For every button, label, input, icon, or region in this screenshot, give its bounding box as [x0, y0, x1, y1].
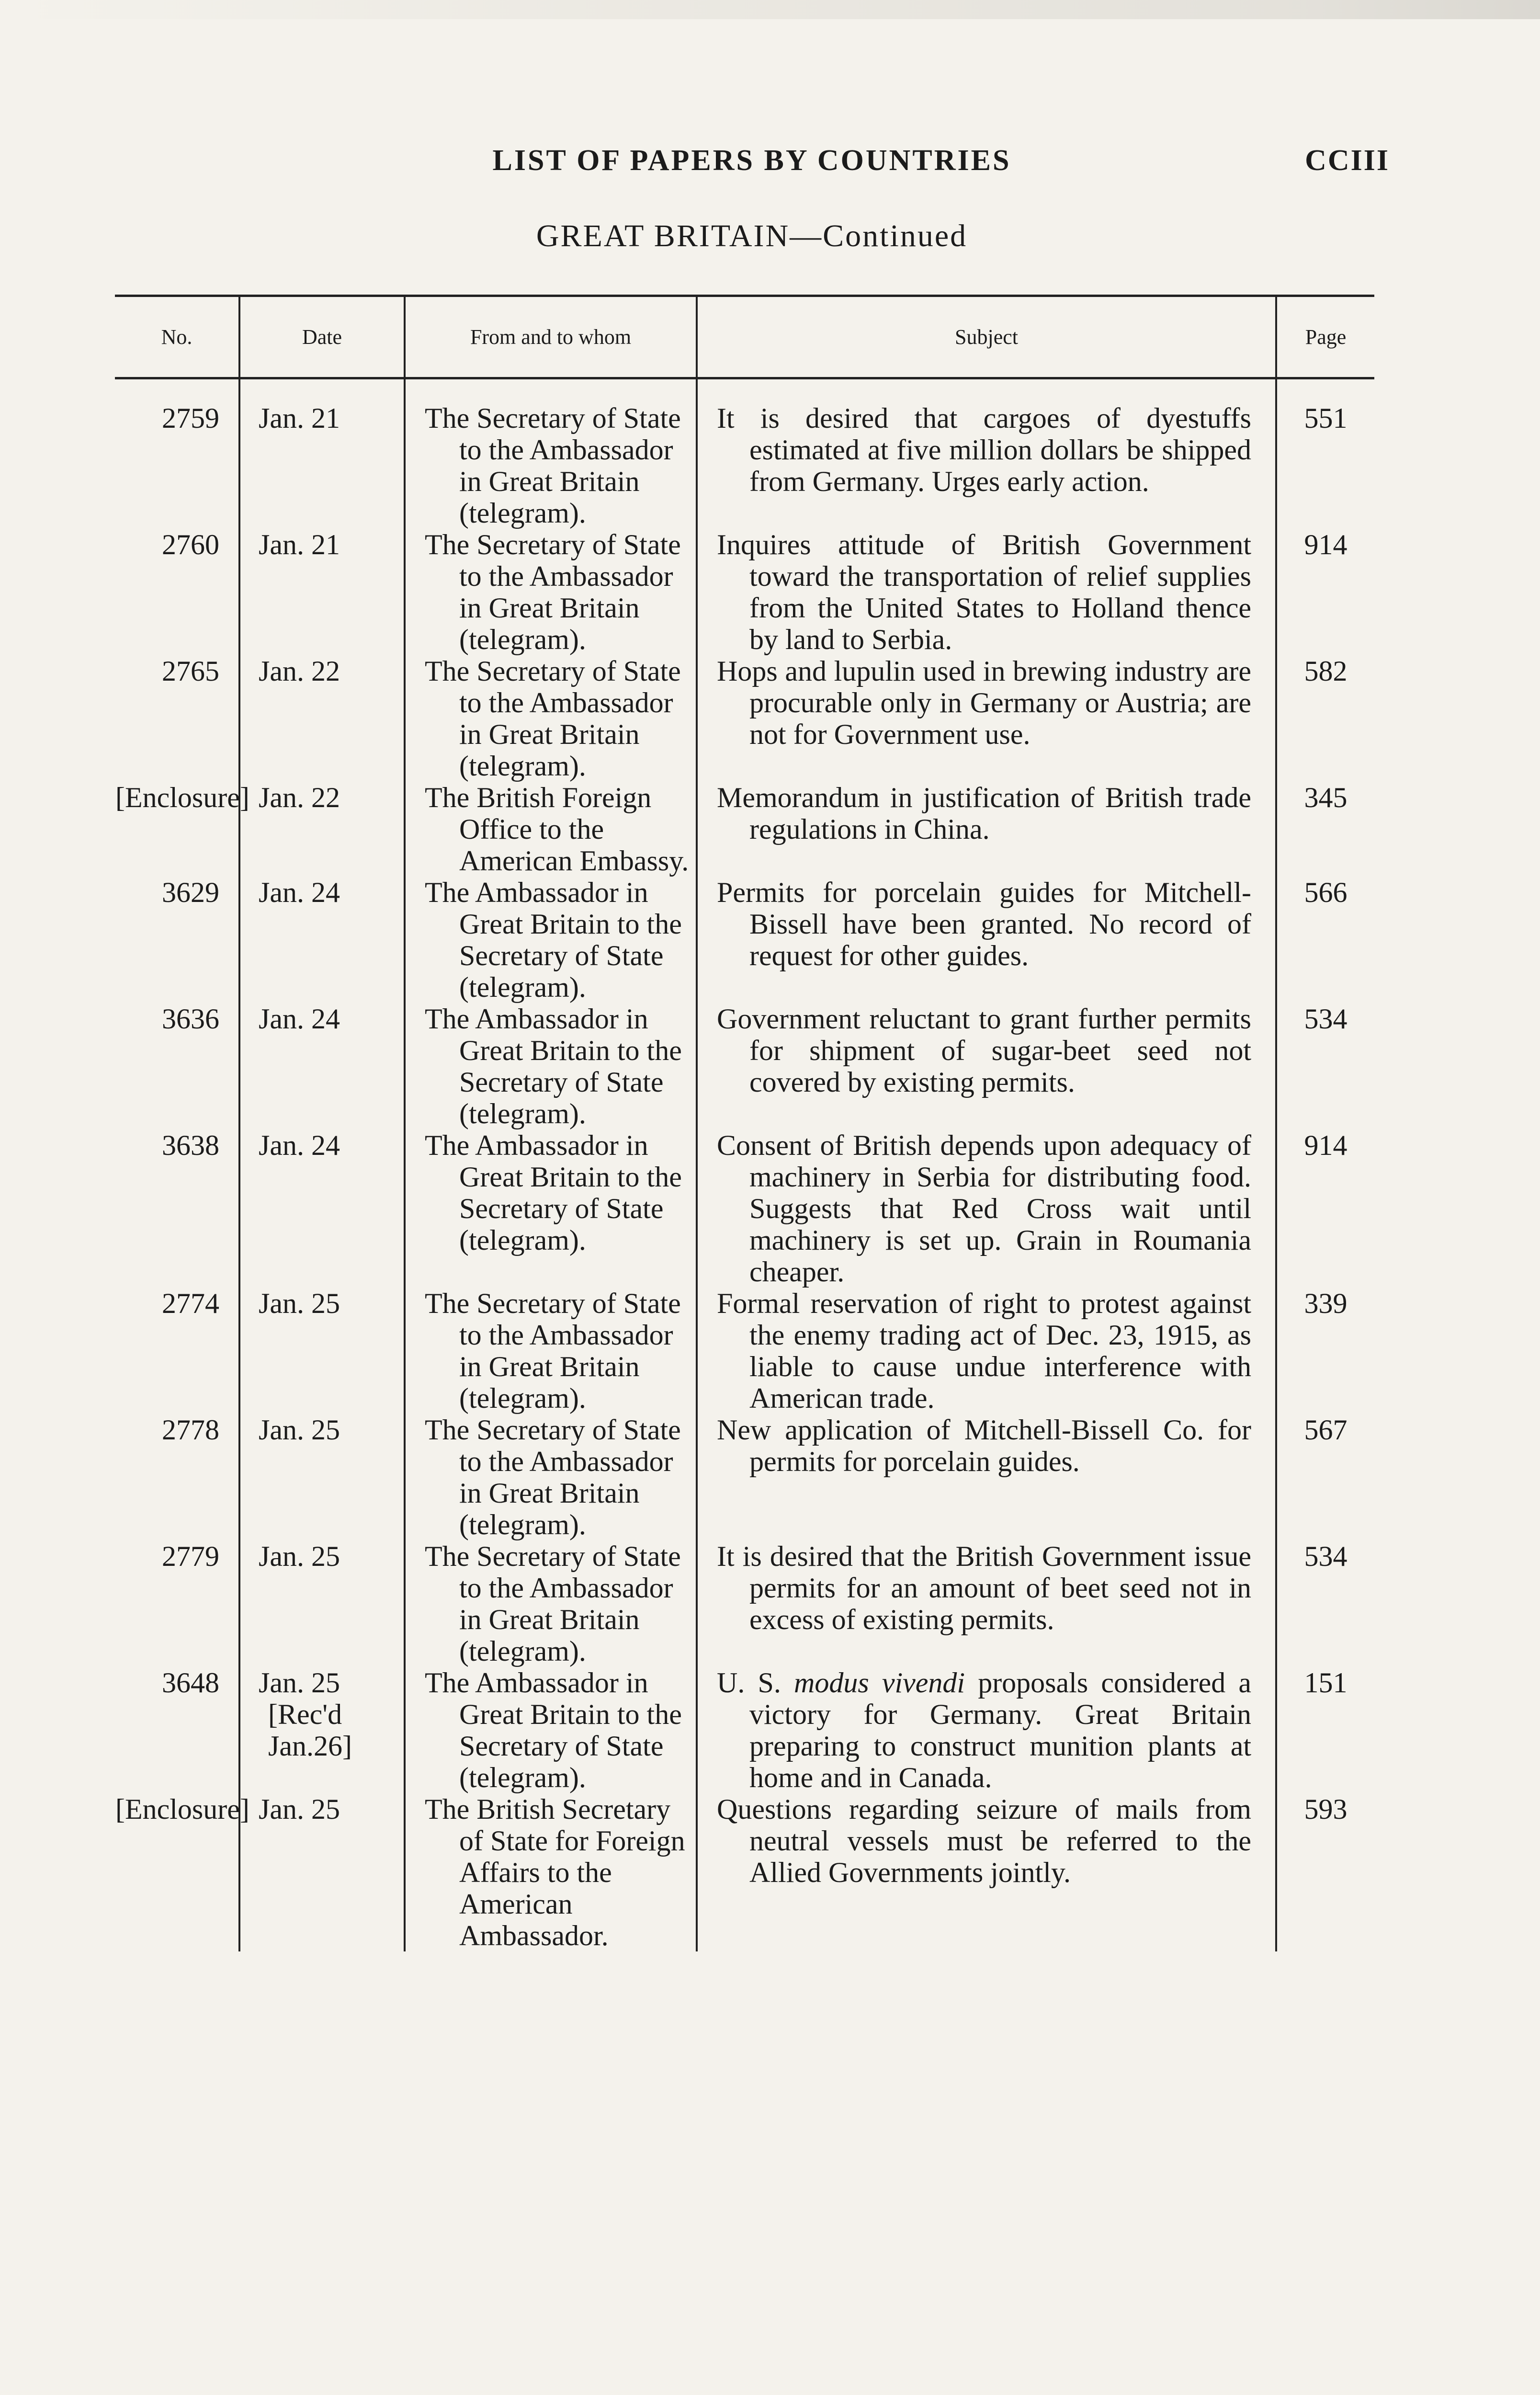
from-text: The Secretary of State to the Ambassador in Great Britain (telegram). [425, 1288, 681, 1414]
header-subject: Subject [697, 296, 1276, 378]
table-row [115, 655, 1374, 782]
subject-text: It is desired that cargoes of dyestuffs estimated at five million dollars be shipped from Germany. Urges early action. [717, 402, 1251, 497]
cell-no: 3636 [162, 1003, 219, 1035]
subject-text: It is desired that the British Government issue permits for an amount of beet seed not in excess of existing permits. [717, 1540, 1251, 1635]
cell-page: 914 [1276, 529, 1374, 655]
date-text: Jan. 21 [259, 402, 340, 434]
from-text: The Ambassador in Great Britain to the Secretary of State (telegram). [425, 1003, 682, 1129]
cell-page: 566 [1276, 877, 1374, 1003]
from-text: The British Secretary of State for Foreign Affairs to the American Ambassador. [425, 1793, 685, 1951]
running-head [115, 144, 1389, 196]
date-received-note: [Rec'd Jan.26] [268, 1699, 352, 1762]
from-text: The Secretary of State to the Ambassador in Great Britain (telegram). [425, 1414, 681, 1540]
cell-page: 151 [1276, 1667, 1374, 1793]
table-row [115, 1414, 1374, 1540]
cell-date [239, 1414, 405, 1540]
date-text: Jan. 21 [259, 529, 340, 560]
cell-date [239, 1288, 405, 1414]
cell-date [239, 402, 405, 529]
cell-page: 593 [1276, 1793, 1374, 1951]
date-text: Jan. 24 [259, 1003, 340, 1035]
cell-no: 2774 [162, 1288, 219, 1319]
subject-text: Permits for porcelain guides for Mitchell-Bissell have been granted. No record of request for other guides. [717, 877, 1251, 971]
running-head-title: LIST OF PAPERS BY COUNTRIES [492, 144, 1011, 177]
cell-date [239, 1129, 405, 1288]
cell-subject [697, 529, 1276, 655]
subject-text: Memorandum in justification of British trade regulations in China. [717, 782, 1251, 845]
cell-page: 534 [1276, 1540, 1374, 1667]
papers-table [115, 295, 1374, 1951]
cell-subject [697, 402, 1276, 529]
section-title: GREAT BRITAIN—Continued [536, 218, 968, 253]
cell-page: 567 [1276, 1414, 1374, 1540]
subject-text: Government reluctant to grant further permits for shipment of sugar-beet seed not covered by existing permits. [717, 1003, 1251, 1098]
date-text: Jan. 25 [259, 1288, 340, 1319]
cell-from [405, 1129, 697, 1288]
table-row [115, 782, 1374, 877]
page-folio: CCIII [1305, 144, 1390, 177]
table-row [115, 1129, 1374, 1288]
cell-page: 339 [1276, 1288, 1374, 1414]
table-row [115, 1003, 1374, 1129]
cell-subject [697, 655, 1276, 782]
cell-page: 914 [1276, 1129, 1374, 1288]
date-text: Jan. 24 [259, 1129, 340, 1161]
cell-no: 2778 [162, 1414, 219, 1446]
from-text: The Secretary of State to the Ambassador in Great Britain (telegram). [425, 655, 681, 782]
cell-page: 551 [1276, 402, 1374, 529]
date-text: Jan. 24 [259, 877, 340, 908]
scan-edge [0, 0, 1540, 19]
spacer-cell [239, 378, 405, 403]
header-page: Page [1276, 296, 1374, 378]
cell-from [405, 1414, 697, 1540]
from-text: The Secretary of State to the Ambassador in Great Britain (telegram). [425, 402, 681, 529]
subject-text-part: proposals considered a victory for Germany. Great Britain preparing to construct munition plants at home and in Canada. [749, 1667, 1251, 1793]
cell-subject [697, 1667, 1276, 1793]
cell-no: [Enclosure] [115, 1793, 249, 1825]
cell-page: 345 [1276, 782, 1374, 877]
subject-text: Hops and lupulin used in brewing industry are procurable only in Germany or Austria; are not for Government use. [717, 655, 1251, 750]
header-no: No. [115, 296, 239, 378]
cell-from [405, 529, 697, 655]
table-row [115, 1793, 1374, 1951]
table-row [115, 1288, 1374, 1414]
cell-date [239, 1003, 405, 1129]
table-row [115, 1667, 1374, 1793]
cell-from [405, 782, 697, 877]
from-text: The Secretary of State to the Ambassador in Great Britain (telegram). [425, 529, 681, 655]
cell-from [405, 655, 697, 782]
header-from: From and to whom [405, 296, 697, 378]
cell-no: 2759 [162, 402, 219, 434]
from-text: The British Foreign Office to the American Embassy. [425, 782, 689, 877]
cell-page: 582 [1276, 655, 1374, 782]
table-spacer-row [115, 378, 1374, 403]
cell-subject [697, 1003, 1276, 1129]
date-text: Jan. 25 [259, 1793, 340, 1825]
from-text: The Ambassador in Great Britain to the Secretary of State (telegram). [425, 1129, 682, 1256]
cell-date [239, 1793, 405, 1951]
date-text: Jan. 25 [259, 1414, 340, 1446]
date-text: Jan. 22 [259, 782, 340, 813]
table-row [115, 402, 1374, 529]
cell-no: 3648 [162, 1667, 219, 1699]
subject-text-part: U. S. [717, 1667, 794, 1699]
cell-no: 3629 [162, 877, 219, 908]
header-date: Date [239, 296, 405, 378]
cell-no: 2765 [162, 655, 219, 687]
table-header-row [115, 296, 1374, 378]
subject-text: New application of Mitchell-Bissell Co. for permits for porcelain guides. [717, 1414, 1251, 1477]
cell-from [405, 402, 697, 529]
cell-subject [697, 782, 1276, 877]
cell-date [239, 1540, 405, 1667]
table-row [115, 1540, 1374, 1667]
cell-subject [697, 1793, 1276, 1951]
table-row [115, 877, 1374, 1003]
subject-text: Consent of British depends upon adequacy of machinery in Serbia for distributing food. Suggests that Red Cross wait until machinery is set up. Grain in Roumania cheaper. [717, 1129, 1251, 1288]
subject-italic-text: modus vivendi [794, 1667, 965, 1699]
from-text: The Secretary of State to the Ambassador in Great Britain (telegram). [425, 1540, 681, 1667]
cell-from [405, 1003, 697, 1129]
date-text: Jan. 25 [259, 1540, 340, 1572]
subject-text: Formal reservation of right to protest against the enemy trading act of Dec. 23, 1915, as liable to cause undue interference with American trade. [717, 1288, 1251, 1414]
spacer-cell [697, 378, 1276, 403]
subject-text: Inquires attitude of British Government toward the transportation of relief supplies from the United States to Holland thence by land to Serbia. [717, 529, 1251, 655]
subject-text: Questions regarding seizure of mails from neutral vessels must be referred to the Allied Governments jointly. [717, 1793, 1251, 1888]
cell-no: 3638 [162, 1129, 219, 1161]
spacer-cell [1276, 378, 1374, 403]
cell-subject [697, 1540, 1276, 1667]
cell-from [405, 1793, 697, 1951]
date-text: Jan. 25 [259, 1667, 340, 1699]
cell-date [239, 877, 405, 1003]
cell-no: [Enclosure] [115, 782, 249, 813]
cell-from [405, 1540, 697, 1667]
cell-date [239, 1667, 405, 1793]
cell-subject [697, 1129, 1276, 1288]
table-row [115, 529, 1374, 655]
from-text: The Ambassador in Great Britain to the Secretary of State (telegram). [425, 1667, 682, 1793]
cell-from [405, 877, 697, 1003]
cell-date [239, 529, 405, 655]
cell-subject [697, 877, 1276, 1003]
subject-text [717, 1667, 1251, 1793]
cell-no: 2760 [162, 529, 219, 560]
cell-subject [697, 1414, 1276, 1540]
cell-no: 2779 [162, 1540, 219, 1572]
cell-date [239, 655, 405, 782]
cell-date [239, 782, 405, 877]
cell-page: 534 [1276, 1003, 1374, 1129]
spacer-cell [405, 378, 697, 403]
spacer-cell [115, 378, 239, 403]
cell-from [405, 1667, 697, 1793]
from-text: The Ambassador in Great Britain to the Secretary of State (telegram). [425, 877, 682, 1003]
cell-from [405, 1288, 697, 1414]
cell-subject [697, 1288, 1276, 1414]
table-body [115, 378, 1374, 1952]
date-text: Jan. 22 [259, 655, 340, 687]
